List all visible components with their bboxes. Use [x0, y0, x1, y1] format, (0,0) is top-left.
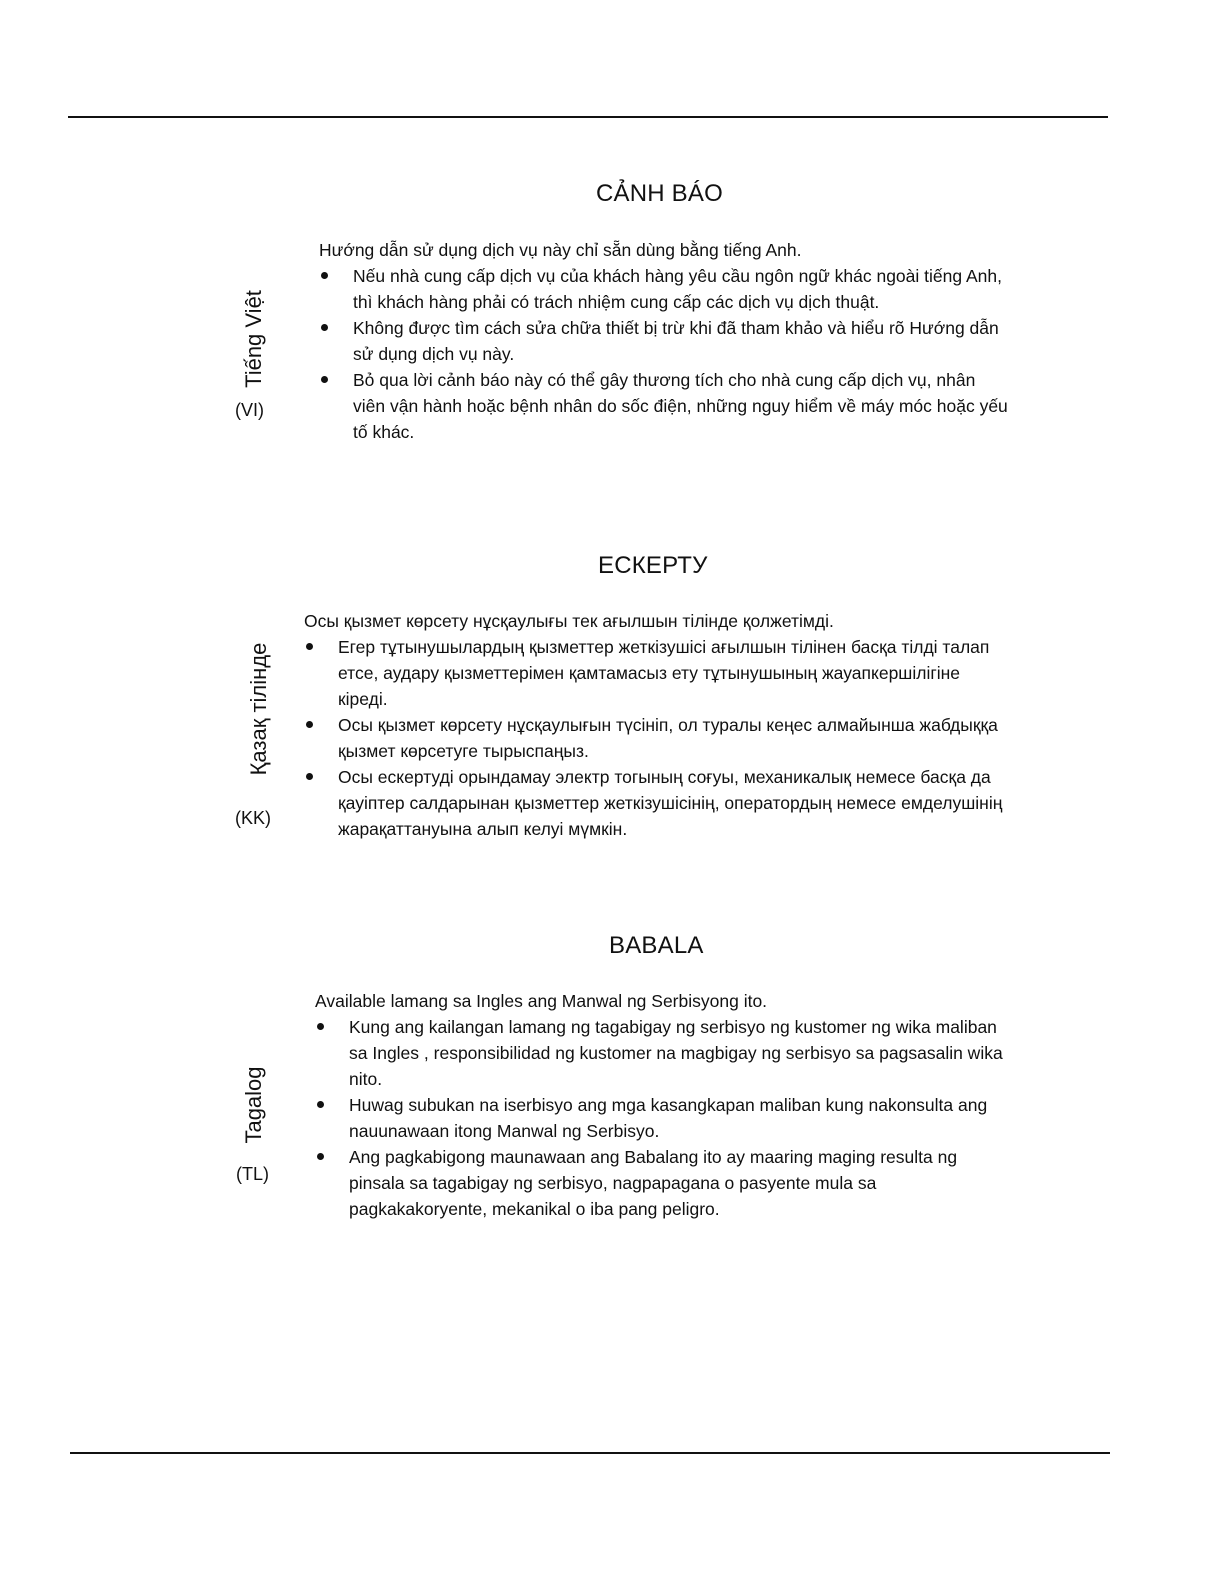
bullet-list [315, 1014, 1009, 1222]
bullet-text: Huwag subukan na iserbisyo ang mga kasangkapan maliban kung nakonsulta ang nauunawaan itong Manwal ng Serbisyo. [349, 1095, 988, 1141]
bullet-text: Không được tìm cách sửa chữa thiết bị trừ khi đã tham khảo và hiểu rõ Hướng dẫn sử dụng dịch vụ này. [353, 318, 999, 364]
bullet-text: Ang pagkabigong maunawaan ang Babalang ito ay maaring maging resulta ng pinsala sa tagabigay ng serbisyo, nagpapagana o pasyente mula sa pagkakakoryente, mekanikal o iba pang peligro. [349, 1147, 958, 1219]
bullet-text: Nếu nhà cung cấp dịch vụ của khách hàng yêu cầu ngôn ngữ khác ngoài tiếng Anh, thì khách hàng phải có trách nhiệm cung cấp các dịch vụ dịch thuật. [353, 266, 1002, 312]
intro-text: Осы қызмет көрсету нұсқаулығы тек ағылшын тілінде қолжетімді. [304, 611, 834, 631]
list-item [315, 1014, 1009, 1092]
language-name-label: Қазақ тілінде [246, 642, 271, 776]
warning-body [315, 988, 1009, 1222]
section-heading: CẢNH BÁO [596, 180, 723, 207]
bullet-list [319, 263, 1009, 445]
bullet-icon [306, 773, 313, 780]
bullet-text: Осы қызмет көрсету нұсқаулығын түсініп, ол туралы кеңес алмайынша жабдыққа қызмет көрсетуге тырыспаңыз. [338, 715, 998, 761]
section-heading: BABALA [609, 932, 704, 959]
bullet-icon [321, 272, 328, 279]
language-code-label: (TL) [236, 1164, 269, 1184]
bullet-text: Осы ескертуді орындамау электр тогының соғуы, механикалық немесе басқа да қауіптер салдарынан қызметтер жеткізушісінің, оператордың немесе емделушінің жарақаттануына алып келуі мүмкін. [338, 767, 1003, 839]
list-item [304, 634, 1008, 712]
bullet-icon [317, 1023, 324, 1030]
bullet-icon [321, 324, 328, 331]
intro-text: Available lamang sa Ingles ang Manwal ng Serbisyong ito. [315, 991, 768, 1011]
bottom-rule [70, 1452, 1110, 1454]
language-name-label: Tiếng Việt [241, 290, 266, 388]
bullet-icon [321, 376, 328, 383]
language-name-label: Tagalog [241, 1066, 266, 1144]
section-heading: ЕСКЕРТУ [598, 552, 708, 579]
list-item [319, 367, 1009, 445]
list-item [319, 315, 1009, 367]
intro-text: Hướng dẫn sử dụng dịch vụ này chỉ sẵn dùng bằng tiếng Anh. [319, 240, 802, 260]
list-item [315, 1144, 1009, 1222]
language-code-label: (KK) [235, 808, 271, 828]
bullet-icon [306, 721, 313, 728]
list-item [319, 263, 1009, 315]
bullet-list [304, 634, 1008, 842]
bullet-text: Kung ang kailangan lamang ng tagabigay ng serbisyo ng kustomer ng wika maliban sa Ingles , responsibilidad ng kustomer na magbigay ng serbisyo sa pagsasalin wika nito. [349, 1017, 1003, 1089]
list-item [315, 1092, 1009, 1144]
top-rule [68, 116, 1108, 118]
warning-body [319, 237, 1009, 445]
bullet-text: Bỏ qua lời cảnh báo này có thể gây thương tích cho nhà cung cấp dịch vụ, nhân viên vận hành hoặc bệnh nhân do sốc điện, những nguy hiểm về máy móc hoặc yếu tố khác. [353, 370, 1008, 442]
list-item [304, 712, 1008, 764]
language-code-label: (VI) [235, 400, 264, 420]
warning-body [304, 608, 1008, 842]
bullet-icon [317, 1153, 324, 1160]
bullet-text: Егер тұтынушылардың қызметтер жеткізушісі ағылшын тілінен басқа тілді талап етсе, аудару қызметтерімен қамтамасыз ету тұтынушының жауапкершілігіне кіреді. [338, 637, 990, 709]
list-item [304, 764, 1008, 842]
bullet-icon [317, 1101, 324, 1108]
bullet-icon [306, 643, 313, 650]
